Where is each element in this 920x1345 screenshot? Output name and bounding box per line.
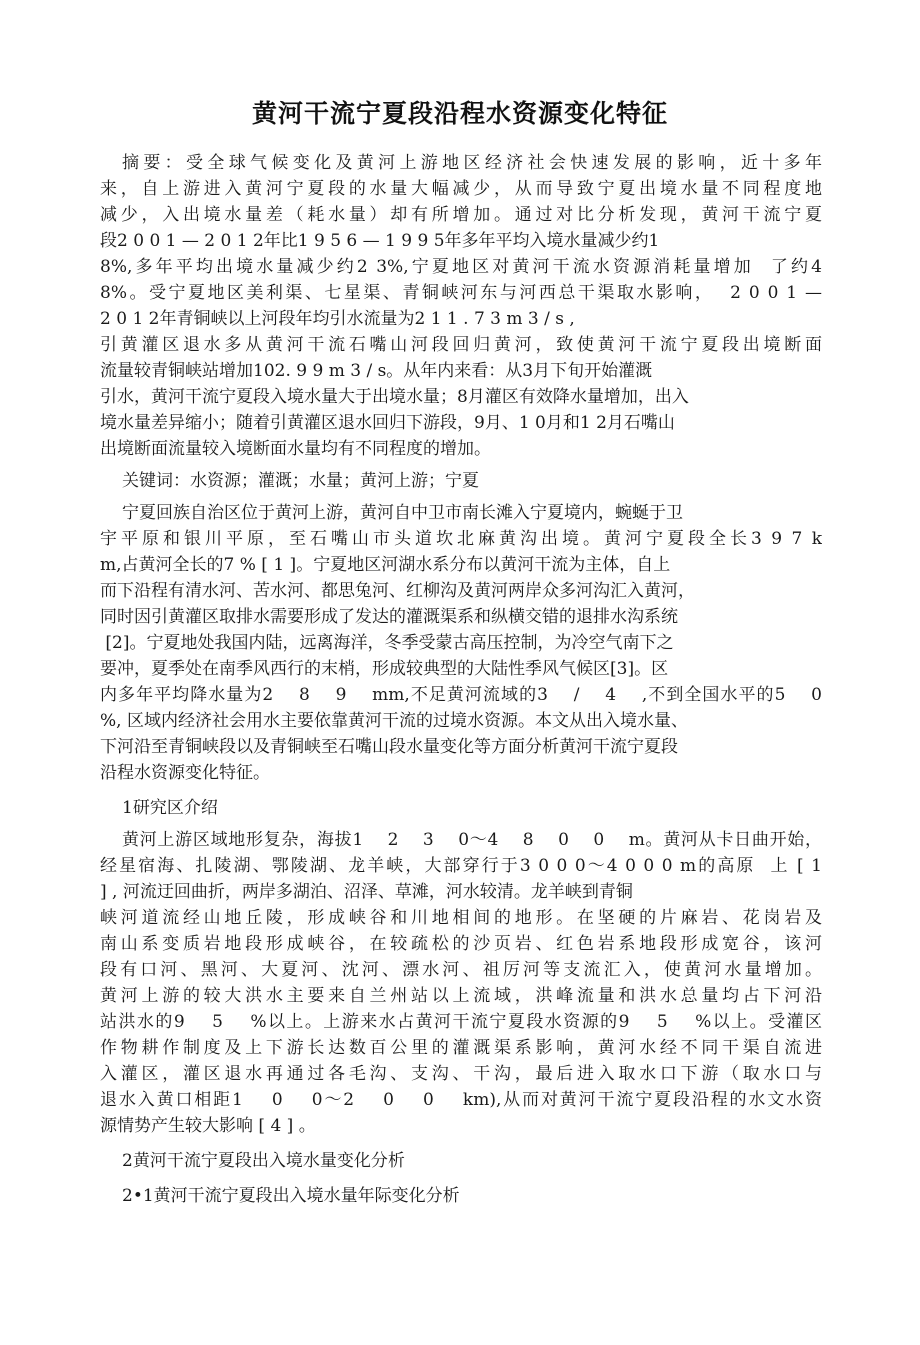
section-1-line: 经星宿海、扎陵湖、鄂陵湖、龙羊峡，大部穿行于3 0 0 0〜4 0 0 0 m的高原 上 [ 1: [100, 856, 822, 876]
abstract-line: 出境断面流量较入境断面水量均有不同程度的增加。: [100, 439, 491, 459]
abstract-line: 来，自上游进入黄河宁夏段的水量大幅减少，从而导致宁夏出境水量不同程度地: [100, 179, 822, 199]
intro-line: 内多年平均降水量为2 8 9 mm,不足黄河流域的3 / 4 ,不到全国水平的5 0: [100, 685, 822, 705]
abstract-line: 摘要：受全球气候变化及黄河上游地区经济社会快速发展的影响，近十多年: [122, 153, 822, 173]
section-1-line: 作物耕作制度及上下游长达数百公里的灌溉渠系影响，黄河水经不同干渠自流进: [100, 1038, 822, 1058]
abstract-line: 境水量差异缩小；随着引黄灌区退水回归下游段，9月、1 0月和1 2月石嘴山: [100, 413, 675, 433]
section-2-heading: 2黄河干流宁夏段出入境水量变化分析: [122, 1151, 405, 1171]
intro-line: m,占黄河全长的7 % [ 1 ]。宁夏地区河湖水系分布以黄河干流为主体，自上: [100, 555, 671, 575]
section-1-line: 站洪水的9 5 %以上。上游来水占黄河干流宁夏段水资源的9 5 %以上。受灌区: [100, 1012, 822, 1032]
section-1-line: 段有口河、黑河、大夏河、沈河、漂水河、祖厉河等支流汇入，使黄河水量增加。: [100, 960, 822, 980]
intro-line: 下河沿至青铜峡段以及青铜峡至石嘴山段水量变化等方面分析黄河干流宁夏段: [100, 737, 678, 757]
intro-line: [2]。宁夏地处我国内陆，远离海洋，冬季受蒙古高压控制，为冷空气南下之: [100, 633, 674, 653]
intro-line: 同时因引黄灌区取排水需要形成了发达的灌溉渠系和纵横交错的退排水沟系统: [100, 607, 678, 627]
abstract-line: 流量较青铜峡站增加102. 9 9 m 3 / s。从年内来看：从3月下旬开始灌溉: [100, 361, 653, 381]
abstract-line: 段2 0 0 1 — 2 0 1 2年比1 9 5 6 — 1 9 9 5年多年平均入境水量减少约1: [100, 231, 660, 251]
section-1-line: 黄河上游区域地形复杂，海拔1 2 3 0〜4 8 0 0 m。黄河从卡日曲开始，: [122, 830, 822, 850]
section-1-heading: 1研究区介绍: [122, 798, 218, 818]
section-1-line: 退水入黄口相距1 0 0〜2 0 0 km),从而对黄河干流宁夏段沿程的水文水资: [100, 1090, 822, 1110]
abstract-line: 2 0 1 2年青铜峡以上河段年均引水流量为2 1 1 . 7 3 m 3 / s ,: [100, 309, 575, 329]
intro-line: 而下沿程有清水河、苦水河、都思兔河、红柳沟及黄河两岸众多河沟汇入黄河，: [100, 581, 695, 601]
intro-line: 宇平原和银川平原，至石嘴山市头道坎北麻黄沟出境。黄河宁夏段全长3 9 7 k: [100, 529, 822, 549]
section-1-line: ] , 河流迂回曲折，两岸多湖泊、沼泽、草滩，河水较清。龙羊峡到青铜: [100, 882, 633, 902]
abstract-line: 引水，黄河干流宁夏段入境水量大于出境水量；8月灌区有效降水量增加，出入: [100, 387, 689, 407]
intro-line: %, 区域内经济社会用水主要依靠黄河干流的过境水资源。本文从出入境水量、: [100, 711, 688, 731]
section-1-paragraph: [100, 827, 822, 1139]
abstract-paragraph: [100, 150, 822, 462]
abstract-line: 引黄灌区退水多从黄河干流石嘴山河段回归黄河，致使黄河干流宁夏段出境断面: [100, 335, 822, 355]
keywords: 关键词：水资源；灌溉；水量；黄河上游；宁夏: [122, 471, 479, 491]
document-body: [100, 150, 822, 1209]
abstract-line: 8%。受宁夏地区美利渠、七星渠、青铜峡河东与河西总干渠取水影响， 2 0 0 1 —: [100, 283, 822, 303]
abstract-line: 减少，入出境水量差（耗水量）却有所增加。通过对比分析发现，黄河干流宁夏: [100, 205, 822, 225]
intro-line: 要冲，夏季处在南季风西行的末梢，形成较典型的大陆性季风气候区[3]。区: [100, 659, 669, 679]
section-1-line: 南山系变质岩地段形成峡谷，在较疏松的沙页岩、红色岩系地段形成宽谷，该河: [100, 934, 822, 954]
section-1-line: 黄河上游的较大洪水主要来自兰州站以上流域，洪峰流量和洪水总量均占下河沿: [100, 986, 822, 1006]
abstract-line: 8%,多年平均出境水量减少约2 3%,宁夏地区对黄河干流水资源消耗量增加 了约4: [100, 257, 822, 277]
section-1-line: 入灌区，灌区退水再通过各毛沟、支沟、干沟，最后进入取水口下游（取水口与: [100, 1064, 822, 1084]
section-2-1-heading: 2•1黄河干流宁夏段出入境水量年际变化分析: [122, 1186, 460, 1206]
section-1-line: 源情势产生较大影响 [ 4 ] 。: [100, 1116, 316, 1136]
intro-line: 宁夏回族自治区位于黄河上游，黄河自中卫市南长滩入宁夏境内，蜿蜒于卫: [122, 503, 683, 523]
intro-paragraph: [100, 500, 822, 786]
intro-line: 沿程水资源变化特征。: [100, 763, 270, 783]
section-1-line: 峡河道流经山地丘陵，形成峡谷和川地相间的地形。在坚硬的片麻岩、花岗岩及: [100, 908, 822, 928]
document-title: 黄河干流宁夏段沿程水资源变化特征: [251, 99, 668, 128]
